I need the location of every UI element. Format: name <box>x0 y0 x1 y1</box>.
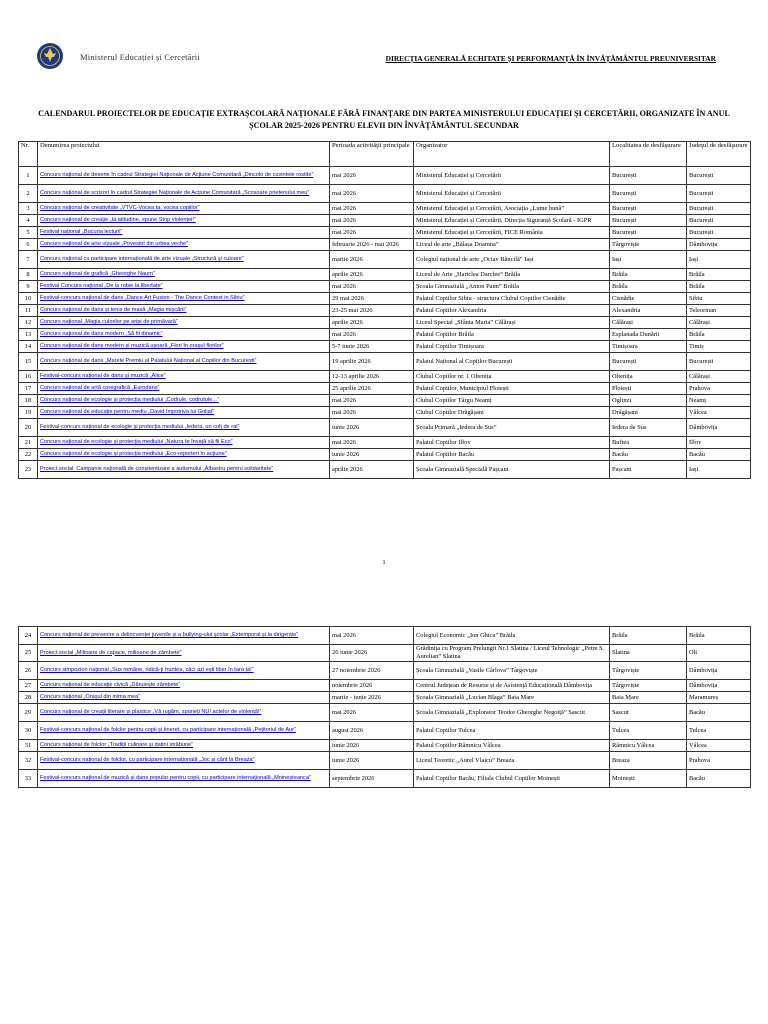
cell-period: iunie 2026 <box>330 419 414 437</box>
cell-county: București <box>687 353 751 371</box>
table-row <box>19 627 751 645</box>
cell-project[interactable]: Proiect social „Milioane de capace, milioane de zâmbete” <box>38 645 330 662</box>
cell-county: Brăila <box>687 627 751 645</box>
cell-locality: Râmnicu Vâlcea <box>610 740 687 752</box>
cell-county: Dâmbovița <box>687 419 751 437</box>
cell-period: aprilie 2026 <box>330 317 414 329</box>
cell-period: 26 iunie 2026 <box>330 645 414 662</box>
cell-organizer: Ministerul Educației și Cercetării, Asociația „Lume bună” <box>414 203 610 215</box>
cell-project[interactable]: Festival Concurs național „De la robie la libertate” <box>38 281 330 293</box>
cell-locality: București <box>610 203 687 215</box>
cell-locality: Oltenița <box>610 371 687 383</box>
cell-organizer: Palatul Copiilor, Municipiul Ploiești <box>414 383 610 395</box>
cell-nr: 6 <box>19 239 38 251</box>
cell-project[interactable]: Concurs național cu participare internațională de arte vizuale „Structură și culoare” <box>38 251 330 269</box>
cell-locality: Târgoviște <box>610 662 687 680</box>
cell-nr: 22 <box>19 449 38 461</box>
cell-nr: 26 <box>19 662 38 680</box>
cell-county: Neamț <box>687 395 751 407</box>
cell-nr: 27 <box>19 680 38 692</box>
table-row <box>19 203 751 215</box>
cell-period: iunie 2026 <box>330 740 414 752</box>
cell-organizer: Ministerul Educației și Cercetării, FICE România <box>414 227 610 239</box>
cell-county: Călărași <box>687 317 751 329</box>
table-row <box>19 461 751 479</box>
cell-locality: Baia Mare <box>610 692 687 704</box>
cell-nr: 11 <box>19 305 38 317</box>
cell-period: februarie 2026 - mai 2026 <box>330 239 414 251</box>
cell-locality: Iedera de Sus <box>610 419 687 437</box>
cell-nr: 8 <box>19 269 38 281</box>
table-row <box>19 662 751 680</box>
column-header-nr: Nr. <box>19 142 38 167</box>
cell-locality: Drăgășani <box>610 407 687 419</box>
cell-locality: Esplanada Dunării <box>610 329 687 341</box>
cell-period: 27 noiembrie 2026 <box>330 662 414 680</box>
cell-nr: 16 <box>19 371 38 383</box>
table-row <box>19 185 751 203</box>
cell-period: 25 aprilie 2026 <box>330 383 414 395</box>
cell-county: Timiș <box>687 341 751 353</box>
cell-nr: 12 <box>19 317 38 329</box>
table-row <box>19 167 751 185</box>
cell-organizer: Palatul Copiilor Sibiu - structura Clubul Copiilor Cisnădie <box>414 293 610 305</box>
table-row <box>19 341 751 353</box>
cell-project[interactable]: Festival-concurs național de dans „Dance Art Fusion - The Dance Contest in Sibiu” <box>38 293 330 305</box>
cell-organizer: Ministerul Educației și Cercetării, Direcția Siguranță Școlară - IGPR <box>414 215 610 227</box>
projects-table-page-2 <box>18 626 751 788</box>
cell-nr: 9 <box>19 281 38 293</box>
cell-organizer: Școala Gimnazială Specială Pașcani <box>414 461 610 479</box>
cell-locality: Breaza <box>610 752 687 770</box>
cell-nr: 2 <box>19 185 38 203</box>
cell-nr: 29 <box>19 704 38 722</box>
cell-county: Vâlcea <box>687 407 751 419</box>
cell-county: Dâmbovița <box>687 680 751 692</box>
cell-organizer: Clubul Copiilor Târgu Neamț <box>414 395 610 407</box>
cell-organizer: Palatul Copiilor Bacău <box>414 449 610 461</box>
cell-county: Prahova <box>687 752 751 770</box>
cell-locality: Alexandria <box>610 305 687 317</box>
cell-locality: Oglinzi <box>610 395 687 407</box>
cell-locality: București <box>610 215 687 227</box>
cell-project[interactable]: Concurs național de desene în cadrul Strategiei Naționale de Acțiune Comunitară „Dincolo de cuvintele rostite” <box>38 167 330 185</box>
ministry-name: Ministerul Educației și Cercetării <box>80 52 200 62</box>
cell-period: mai 2026 <box>330 437 414 449</box>
table-row <box>19 449 751 461</box>
cell-period: martie 2026 <box>330 251 414 269</box>
table-row <box>19 371 751 383</box>
cell-nr: 17 <box>19 383 38 395</box>
cell-project[interactable]: Festival-concurs național de folclor, cu participare internațională „Joc și cânt la Breaza” <box>38 752 330 770</box>
cell-nr: 32 <box>19 752 38 770</box>
cell-organizer: Școala Gimnazială „Vasile Cârlova” Târgoviște <box>414 662 610 680</box>
cell-project[interactable]: Concurs național „Orașul din inima mea” <box>38 692 330 704</box>
cell-organizer: Palatul Copiilor Brăila <box>414 329 610 341</box>
cell-locality: Brăila <box>610 281 687 293</box>
table-row <box>19 329 751 341</box>
cell-organizer: Colegiul național de arte „Octav Băncilă” Iași <box>414 251 610 269</box>
table-row <box>19 680 751 692</box>
table-row <box>19 383 751 395</box>
cell-period: august 2026 <box>330 722 414 740</box>
cell-period: 23-25 mai 2026 <box>330 305 414 317</box>
cell-project[interactable]: Concurs național de prevenire a delincvenței juvenile și a bullying-ului școlar „Extemporal și la dirigenție” <box>38 627 330 645</box>
cell-county: Brăila <box>687 281 751 293</box>
table-row <box>19 752 751 770</box>
cell-nr: 31 <box>19 740 38 752</box>
cell-project[interactable]: Concurs simpozion național „Sus române, ridică-ți fruntea, căci azi ești liber în tara ta!” <box>38 662 330 680</box>
cell-project[interactable]: Concurs național de educație pentru mediu „David împotriva lui Goliat” <box>38 407 330 419</box>
cell-project[interactable]: Concurs național de arte vizuale „Povestiri din urbea veche” <box>38 239 330 251</box>
table-row <box>19 305 751 317</box>
table-row <box>19 770 751 788</box>
cell-county: Călărași <box>687 371 751 383</box>
cell-county: Tulcea <box>687 722 751 740</box>
cell-period: mai 2026 <box>330 704 414 722</box>
page-number: 1 <box>382 559 386 566</box>
cell-locality: Cisnădie <box>610 293 687 305</box>
cell-organizer: Școala Primară „Iedera de Sus” <box>414 419 610 437</box>
column-header-county: Judeţul de desfăşurare <box>687 142 751 167</box>
cell-organizer: Ministerul Educației și Cercetării <box>414 185 610 203</box>
cell-organizer: Palatul Copiilor Râmnicu Vâlcea <box>414 740 610 752</box>
cell-nr: 25 <box>19 645 38 662</box>
table-header-row <box>19 142 751 167</box>
document-title: CALENDARUL PROIECTELOR DE EDUCAȚIE EXTRAȘCOLARĂ NAȚIONALE FĂRĂ FINANȚARE DIN PARTEA MINISTERULUI EDUCAȚIEI ȘI CERCETĂRII, ORGANIZATE ÎN ANUL ȘCOLAR 2025-2026 PENTRU ELEVII DIN ÎNVĂȚĂMÂNTUL SECUNDAR <box>38 109 730 130</box>
cell-locality: Pașcani <box>610 461 687 479</box>
cell-county: Sibiu <box>687 293 751 305</box>
cell-locality: București <box>610 227 687 239</box>
cell-county: Dâmbovița <box>687 239 751 251</box>
cell-period: mai 2026 <box>330 215 414 227</box>
cell-organizer: Palatul Copiilor Tulcea <box>414 722 610 740</box>
cell-organizer: Palatul Național al Copiilor București <box>414 353 610 371</box>
cell-period: iunie 2026 <box>330 449 414 461</box>
cell-project[interactable]: Concurs național „Magia culorilor pe aripi de primăvară” <box>38 317 330 329</box>
cell-locality: Ploiești <box>610 383 687 395</box>
cell-period: mai 2026 <box>330 627 414 645</box>
cell-county: București <box>687 227 751 239</box>
cell-period: mai 2026 <box>330 329 414 341</box>
cell-organizer: Palatul Copiilor Ilfov <box>414 437 610 449</box>
cell-nr: 4 <box>19 215 38 227</box>
cell-county: Prahova <box>687 383 751 395</box>
table-row <box>19 740 751 752</box>
cell-project[interactable]: Festival-concurs național de dans și muzică „Alice” <box>38 371 330 383</box>
cell-nr: 33 <box>19 770 38 788</box>
cell-nr: 23 <box>19 461 38 479</box>
cell-period: 5-7 iunie 2026 <box>330 341 414 353</box>
cell-county: Iași <box>687 251 751 269</box>
cell-locality: Buftea <box>610 437 687 449</box>
cell-organizer: Școala Gimnazială „Lucian Blaga” Baia Mare <box>414 692 610 704</box>
table-row <box>19 227 751 239</box>
cell-county: Maramureș <box>687 692 751 704</box>
cell-nr: 28 <box>19 692 38 704</box>
table-row <box>19 317 751 329</box>
cell-project[interactable]: Concurs național de artă coregrafică „Eurodans” <box>38 383 330 395</box>
cell-nr: 30 <box>19 722 38 740</box>
cell-organizer: Școala Gimnazială „Anton Pann” Brăila <box>414 281 610 293</box>
table-row <box>19 281 751 293</box>
cell-period: aprilie 2026 <box>330 461 414 479</box>
column-header-project: Denumirea proiectului <box>38 142 330 167</box>
cell-project[interactable]: Concurs național de ecologie și protecția mediului „Codrule, codrutule...” <box>38 395 330 407</box>
cell-locality: Iași <box>610 251 687 269</box>
cell-locality: București <box>610 353 687 371</box>
cell-project[interactable]: Concurs național de dans „Marele Premiu al Palatului Național al Copiilor din București” <box>38 353 330 371</box>
cell-locality: Târgoviște <box>610 239 687 251</box>
cell-locality: București <box>610 167 687 185</box>
projects-table-page-1 <box>18 141 751 479</box>
cell-period: mai 2026 <box>330 185 414 203</box>
table-row <box>19 722 751 740</box>
cell-nr: 19 <box>19 407 38 419</box>
cell-period: septembrie 2026 <box>330 770 414 788</box>
cell-locality: Brăila <box>610 269 687 281</box>
cell-county: Brăila <box>687 329 751 341</box>
cell-organizer: Grădinița cu Program Prelungit Nr.1 Slatina / Liceul Tehnologic „Petre S. Aurelian” Slatina <box>414 645 610 662</box>
cell-nr: 15 <box>19 353 38 371</box>
cell-nr: 24 <box>19 627 38 645</box>
cell-project[interactable]: Festival-concurs național de folclor pentru copii și tineret, cu participare internațională „Pețitoriul de Aur” <box>38 722 330 740</box>
cell-nr: 14 <box>19 341 38 353</box>
cell-county: București <box>687 215 751 227</box>
cell-organizer: Liceul de arte „Bălașa Doamna” <box>414 239 610 251</box>
cell-period: 19 aprilie 2026 <box>330 353 414 371</box>
cell-project[interactable]: Concurs național de scrisori în cadrul Strategiei Naționale de Acțiune Comunitară „Scrisoare prietenului meu” <box>38 185 330 203</box>
cell-county: Vâlcea <box>687 740 751 752</box>
directorate-name: DIRECȚIA GENERALĂ ECHITATE ȘI PERFORMANȚĂ ÎN ÎNVĂȚĂMÂNTUL PREUNIVERSITAR <box>385 54 716 63</box>
cell-period: mai 2026 <box>330 395 414 407</box>
cell-period: mai 2026 <box>330 281 414 293</box>
cell-county: Bacău <box>687 704 751 722</box>
cell-project[interactable]: Concurs național de creație „Ia atitudine, spune Stop violenței!” <box>38 215 330 227</box>
cell-county: Brăila <box>687 269 751 281</box>
cell-county: Dâmbovița <box>687 662 751 680</box>
table-row <box>19 704 751 722</box>
cell-nr: 18 <box>19 395 38 407</box>
cell-organizer: Colegiul Economic „Ion Ghica” Brăila <box>414 627 610 645</box>
cell-project[interactable]: Concurs național de dans modern „Să fii dinamic” <box>38 329 330 341</box>
cell-locality: București <box>610 185 687 203</box>
cell-period: mai 2026 <box>330 203 414 215</box>
cell-locality: Tulcea <box>610 722 687 740</box>
table-row <box>19 437 751 449</box>
table-row <box>19 645 751 662</box>
cell-organizer: Ministerul Educației și Cercetării <box>414 167 610 185</box>
cell-nr: 3 <box>19 203 38 215</box>
page-header <box>36 40 732 76</box>
table-row <box>19 239 751 251</box>
cell-project[interactable]: Concurs național de dans modern și muzică ușoară „Flori în orașul florilor” <box>38 341 330 353</box>
cell-project[interactable]: Concurs național de folclor „Tradiții culinare și datini străbune” <box>38 740 330 752</box>
table-body-page-1 <box>19 167 751 479</box>
table-row <box>19 251 751 269</box>
government-seal-icon <box>36 42 64 70</box>
cell-organizer: Liceul Special „Sfânta Maria” Călărași <box>414 317 610 329</box>
cell-project[interactable]: Concurs național de educație civică „Dăruiește zâmbete” <box>38 680 330 692</box>
cell-county: Iași <box>687 461 751 479</box>
cell-period: 12-13 aprilie 2026 <box>330 371 414 383</box>
column-header-locality: Localitatea de desfăşurare <box>610 142 687 167</box>
cell-organizer: Clubul Copiilor Drăgășani <box>414 407 610 419</box>
cell-locality: Călărași <box>610 317 687 329</box>
cell-project[interactable]: Festival național „Bucuria lecturii” <box>38 227 330 239</box>
cell-county: Teleorman <box>687 305 751 317</box>
cell-period: mai 2026 <box>330 407 414 419</box>
cell-project[interactable]: Festival-concurs național de muzică și dans popular pentru copii, cu participare internațională „Moineșteanca” <box>38 770 330 788</box>
table-row <box>19 353 751 371</box>
cell-nr: 13 <box>19 329 38 341</box>
cell-period: mai 2026 <box>330 227 414 239</box>
cell-locality: Sascut <box>610 704 687 722</box>
table-row <box>19 293 751 305</box>
cell-period: noiembrie 2026 <box>330 680 414 692</box>
column-header-organizer: Organizator <box>414 142 610 167</box>
table-row <box>19 419 751 437</box>
table-row <box>19 407 751 419</box>
cell-county: Bacău <box>687 449 751 461</box>
cell-locality: Slatina <box>610 645 687 662</box>
column-header-period: Perioada activităţii principale <box>330 142 414 167</box>
cell-organizer: Palatul Copiilor Timișoara <box>414 341 610 353</box>
cell-project[interactable]: Concurs național de dans și tenis de masă „Magia mișcării” <box>38 305 330 317</box>
cell-nr: 1 <box>19 167 38 185</box>
cell-nr: 7 <box>19 251 38 269</box>
cell-nr: 21 <box>19 437 38 449</box>
cell-organizer: Palatul Copiilor Alexandria <box>414 305 610 317</box>
cell-county: Bacău <box>687 770 751 788</box>
cell-county: Ilfov <box>687 437 751 449</box>
cell-locality: Brăila <box>610 627 687 645</box>
cell-project[interactable]: Concurs național de ecologie și protecția mediului „Eco-reporteri în acțiune” <box>38 449 330 461</box>
cell-nr: 5 <box>19 227 38 239</box>
cell-county: București <box>687 203 751 215</box>
cell-organizer: Liceul de Arte „Hariclea Darclee” Brăila <box>414 269 610 281</box>
table-body-page-2 <box>19 627 751 788</box>
cell-period: 29 mai 2026 <box>330 293 414 305</box>
cell-period: martie - iunie 2026 <box>330 692 414 704</box>
cell-period: iunie 2026 <box>330 752 414 770</box>
cell-locality: Timișoara <box>610 341 687 353</box>
cell-locality: Moinești <box>610 770 687 788</box>
cell-locality: Bacău <box>610 449 687 461</box>
cell-county: Olt <box>687 645 751 662</box>
cell-county: București <box>687 167 751 185</box>
cell-project[interactable]: Concurs național de ecologie și protecția mediului „Natura te învață să fii Eco” <box>38 437 330 449</box>
cell-organizer: Școala Gimnazială „Explorator Teodor Gheorghe Negoiță” Sascut <box>414 704 610 722</box>
cell-project[interactable]: Concurs național de grafică „Gheorghe Naum” <box>38 269 330 281</box>
cell-organizer: Clubul Copiilor nr. 1 Oltenița <box>414 371 610 383</box>
cell-period: aprilie 2026 <box>330 269 414 281</box>
cell-project[interactable]: Concurs național de creații literare și plastice „Vă rugăm, spuneți NU! actelor de violență!” <box>38 704 330 722</box>
table-row <box>19 269 751 281</box>
cell-period: mai 2026 <box>330 167 414 185</box>
cell-project[interactable]: Festival-concurs național de ecologie și protecția mediului „Iedera, un colț de rai” <box>38 419 330 437</box>
cell-project[interactable]: Proiect social: Campanie națională de conștientizare a autismului „Albastru pentru solidaritate” <box>38 461 330 479</box>
cell-locality: Târgoviște <box>610 680 687 692</box>
cell-nr: 10 <box>19 293 38 305</box>
table-row <box>19 395 751 407</box>
cell-organizer: Palatul Copiilor Bacău, Filiala Clubul Copiilor Moinești <box>414 770 610 788</box>
cell-nr: 20 <box>19 419 38 437</box>
cell-organizer: Liceul Teoretic „Aurel Vlaicu” Breaza <box>414 752 610 770</box>
table-row <box>19 215 751 227</box>
cell-county: București <box>687 185 751 203</box>
cell-organizer: Centrul Județean de Resurse și de Asistență Educațională Dâmbovița <box>414 680 610 692</box>
table-row <box>19 692 751 704</box>
cell-project[interactable]: Concurs național de creativitate „VTVC-Vocea ta, vocea copiilor” <box>38 203 330 215</box>
